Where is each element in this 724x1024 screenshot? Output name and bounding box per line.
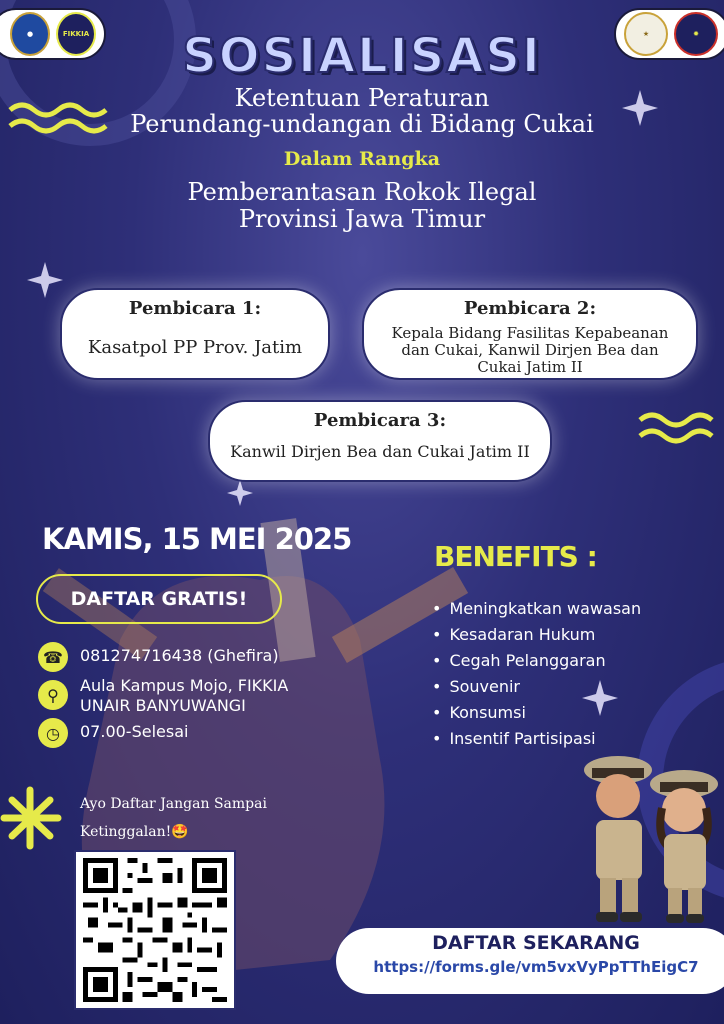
registration-qr-code[interactable] <box>74 850 236 1010</box>
speaker-2-heading: Pembicara 2: <box>463 298 597 319</box>
speaker-2-name-line-1: Kepala Bidang Fasilitas Kepabeanan <box>391 324 669 342</box>
speaker-3-heading: Pembicara 3: <box>313 410 447 431</box>
police-logo-icon: ★ <box>624 12 668 56</box>
speaker-1-heading: Pembicara 1: <box>128 298 262 319</box>
speaker-card-2 <box>362 288 698 380</box>
invitation-line-1: Ayo Daftar Jangan Sampai <box>80 796 267 812</box>
speaker-card-3 <box>208 400 552 482</box>
speaker-1-name: Kasatpol PP Prov. Jatim <box>87 337 303 358</box>
contact-phone <box>38 642 279 672</box>
register-free-button[interactable]: DAFTAR GRATIS! <box>36 574 282 624</box>
benefits-title: BENEFITS : <box>434 540 597 573</box>
benefit-item: • Insentif Partisipasi <box>432 726 641 752</box>
register-now-label: DAFTAR SEKARANG <box>432 932 640 954</box>
event-date: KAMIS, 15 MEI 2025 <box>42 522 352 556</box>
speaker-card-1 <box>60 288 330 380</box>
subtitle-line-4: Provinsi Jawa Timur <box>238 205 486 233</box>
location-line-1: Aula Kampus Mojo, FIKKIA <box>80 676 289 695</box>
time-text: 07.00-Selesai <box>80 722 189 741</box>
invitation-line-2: Ketinggalan!🤩 <box>80 824 189 840</box>
benefit-item: • Kesadaran Hukum <box>432 622 641 648</box>
registration-link[interactable]: https://forms.gle/vm5vxVyPpTThEigC7 <box>373 958 699 976</box>
qr-code-icon <box>82 858 228 1002</box>
invitation-text <box>80 790 300 846</box>
speaker-2-name-line-2: dan Cukai, Kanwil Dirjen Bea dan <box>401 341 659 359</box>
event-location <box>38 676 288 716</box>
subtitle-line-2: Perundang-undangan di Bidang Cukai <box>130 110 594 138</box>
phone-icon: ☎ <box>38 642 68 672</box>
subtitle-line-1: Ketentuan Peraturan <box>234 84 490 112</box>
benefit-item: • Konsumsi <box>432 700 641 726</box>
benefit-item: • Souvenir <box>432 674 641 700</box>
location-line-2: UNAIR BANYUWANGI <box>80 696 246 715</box>
officers-illustration <box>576 748 724 926</box>
clock-icon: ◷ <box>38 718 68 748</box>
speaker-2-name-line-3: Cukai Jatim II <box>477 358 583 376</box>
benefit-item: • Meningkatkan wawasan <box>432 596 641 622</box>
customs-logo-icon: ✹ <box>674 12 718 56</box>
benefits-list <box>432 596 641 752</box>
event-time <box>38 718 188 748</box>
benefit-item: • Cegah Pelanggaran <box>432 648 641 674</box>
page-title: SOSIALISASI <box>182 28 542 84</box>
university-logo-icon: ● <box>10 12 50 56</box>
subtitle-rangka: Dalam Rangka <box>283 148 441 170</box>
location-pin-icon: ⚲ <box>38 680 68 710</box>
fikkia-logo-icon: FIKKIA <box>56 12 96 56</box>
speaker-3-name: Kanwil Dirjen Bea dan Cukai Jatim II <box>230 442 530 461</box>
subtitle-line-3: Pemberantasan Rokok Ilegal <box>187 178 537 206</box>
register-now-box <box>336 928 724 994</box>
phone-number: 081274716438 (Ghefira) <box>80 646 279 665</box>
